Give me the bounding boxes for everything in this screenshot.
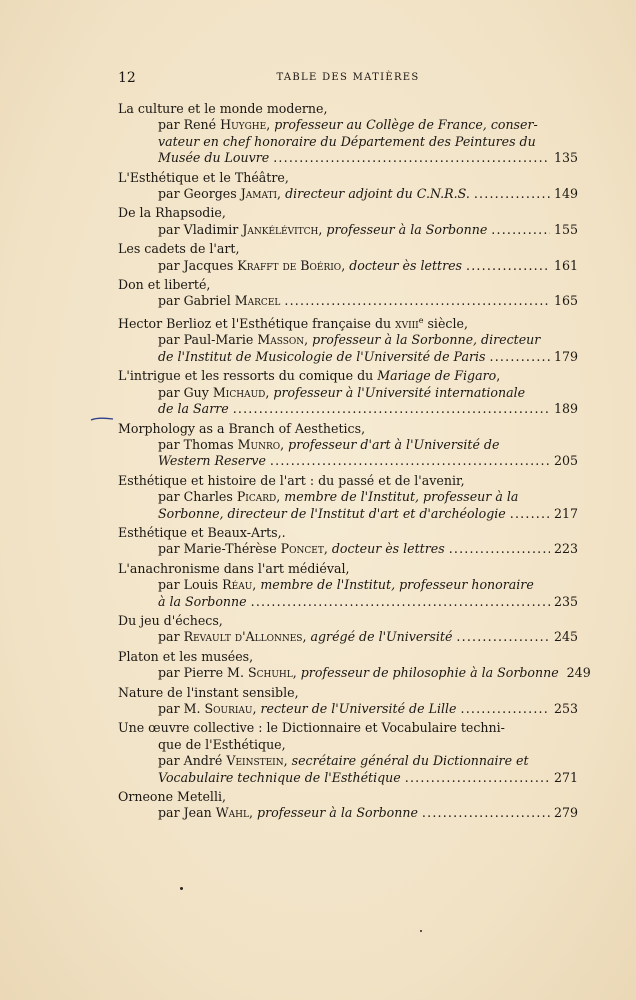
toc-entry-lastline — [118, 594, 578, 610]
toc-page-number: 245 — [553, 629, 578, 645]
toc-page-number: 271 — [553, 769, 578, 785]
toc-page-number: 223 — [553, 541, 578, 557]
toc-text-segment: Wahl — [215, 805, 249, 821]
toc-entry — [118, 241, 578, 274]
toc-entry-line — [118, 577, 578, 593]
toc-entry-byline — [158, 770, 401, 786]
dot-leader — [284, 293, 550, 309]
toc-entry-line — [118, 737, 578, 753]
toc-entry-lastline — [118, 186, 578, 202]
toc-entry-byline — [158, 150, 269, 166]
running-title: TABLE DES MATIÈRES — [276, 72, 420, 83]
toc-entry-title: Du jeu d'échecs, — [118, 612, 223, 628]
dot-leader — [491, 222, 550, 238]
toc-entry — [118, 205, 578, 238]
dot-leader — [460, 701, 549, 717]
toc-text-segment: professeur au Collège de France, conser- — [274, 117, 538, 133]
toc-text-segment: , — [276, 489, 285, 505]
table-of-contents — [118, 101, 591, 825]
toc-page-number: 235 — [553, 593, 578, 609]
toc-entry-lastline — [118, 701, 578, 717]
toc-text-segment: par Louis — [158, 577, 223, 593]
toc-entry-title: De la Rhapsodie, — [118, 205, 226, 221]
toc-text-segment: Munro — [237, 436, 281, 452]
toc-entry-title: Nature de l'instant sensible, — [118, 684, 299, 700]
toc-entry-title: L'anachronisme dans l'art médiéval, — [118, 560, 350, 576]
toc-entry-byline — [158, 222, 487, 238]
paper-speck — [420, 930, 422, 932]
page-number: 12 — [118, 70, 136, 86]
toc-text-segment: par Gabriel — [158, 293, 235, 309]
toc-text-segment: recteur de l'Université de Lille — [260, 701, 457, 716]
toc-page-number: 161 — [553, 257, 578, 273]
page-header — [118, 70, 578, 88]
toc-entry-byline — [158, 665, 559, 681]
toc-text-segment: , — [341, 257, 350, 273]
toc-text-segment: professeur à la Sorbonne — [326, 221, 488, 237]
paper-speck — [180, 887, 183, 890]
toc-text-segment: , — [318, 221, 327, 237]
toc-page-number: 179 — [553, 348, 578, 364]
toc-entry-title: L'intrigue et les ressorts du comique du Mariage de Figaro, — [118, 368, 501, 384]
toc-text-segment: Jamati — [240, 186, 278, 202]
toc-text-segment: par M. — [158, 701, 205, 716]
dot-leader — [490, 349, 550, 365]
toc-entry-line — [118, 489, 578, 505]
toc-entry — [118, 313, 578, 365]
toc-text-segment: vateur en chef honoraire du Département des Peintures du — [158, 133, 536, 149]
dot-leader — [270, 453, 550, 469]
toc-entry — [118, 473, 578, 522]
toc-entry — [118, 561, 578, 610]
toc-entry-byline — [158, 805, 418, 821]
toc-text-segment: , — [280, 436, 289, 452]
toc-text-segment: professeur d'art à l'Université de — [288, 436, 500, 452]
dot-leader — [273, 150, 550, 166]
toc-text-segment: à la Sorbonne — [158, 593, 247, 609]
toc-entry-byline — [158, 594, 247, 610]
toc-entry-lastline — [118, 349, 578, 365]
toc-text-segment: Souriau — [204, 701, 253, 716]
toc-text-segment: docteur ès lettres — [349, 257, 463, 273]
toc-entry-lastline — [118, 293, 578, 309]
toc-text-segment: par Vladimir — [158, 221, 243, 237]
toc-text-segment: , — [292, 665, 301, 681]
toc-page-number: 189 — [553, 401, 578, 417]
toc-entry-title: Une œuvre collective : le Dictionnaire et Vocabulaire techni- — [118, 720, 505, 736]
play-title: Mariage de Figaro — [377, 368, 497, 384]
toc-text-segment: par Paul-Marie — [158, 332, 258, 348]
toc-text-segment: membre de l'Institut, professeur à la — [284, 489, 519, 505]
toc-text-segment: secrétaire général du Dictionnaire et — [291, 753, 529, 769]
dot-leader — [466, 258, 550, 274]
toc-entry-lastline — [118, 629, 578, 645]
toc-entry — [118, 685, 578, 718]
toc-text-segment: Western Reserve — [158, 453, 266, 469]
toc-entry-lastline — [118, 541, 578, 557]
century-smallcaps: xviii — [395, 316, 419, 332]
toc-text-segment: par René — [158, 117, 221, 133]
toc-text-segment: Musée du Louvre — [158, 150, 270, 166]
toc-entry-lastline — [118, 665, 591, 681]
toc-entry-lastline — [118, 401, 578, 417]
toc-page-number: 253 — [553, 701, 578, 716]
toc-entry-lastline — [118, 770, 578, 786]
toc-text-segment: Michaud — [212, 384, 266, 400]
toc-text-segment: docteur ès lettres — [331, 541, 445, 557]
toc-entry-title: Orneone Metelli, — [118, 789, 227, 805]
toc-text-segment: Marcel — [234, 293, 281, 309]
toc-page-number: 149 — [553, 186, 578, 202]
toc-text-segment: professeur à l'Université internationale — [273, 384, 526, 400]
toc-entry-lastline — [118, 258, 578, 274]
toc-text-segment: , — [283, 753, 292, 769]
toc-entry-byline — [158, 349, 486, 365]
toc-text-segment: Jankélévitch — [242, 221, 319, 237]
toc-text-segment: , — [249, 805, 258, 821]
toc-text-segment: par — [158, 629, 184, 645]
toc-entry-title: L'Esthétique et le Théâtre, — [118, 169, 289, 185]
toc-text-segment: par Marie-Thérèse — [158, 541, 281, 557]
toc-entry-title: La culture et le monde moderne, — [118, 101, 328, 116]
toc-text-segment: Masson — [257, 332, 305, 348]
toc-text-segment: , — [304, 332, 313, 348]
toc-text-segment: , — [266, 117, 275, 133]
toc-entry-line — [118, 437, 578, 453]
toc-text-segment: professeur de philosophie à la Sorbonne — [300, 665, 559, 681]
toc-text-segment: par Pierre M. — [158, 665, 248, 681]
toc-entry-title: Esthétique et histoire de l'art : du passé et de l'avenir, — [118, 472, 465, 488]
toc-text-segment: par Georges — [158, 186, 241, 202]
toc-text-segment: Réau — [222, 577, 253, 593]
toc-text-segment: Veinstein — [226, 753, 284, 769]
toc-text-segment: par Guy — [158, 384, 213, 400]
toc-entry-title: Don et liberté, — [118, 277, 211, 293]
pen-mark — [90, 416, 114, 422]
dot-leader — [422, 805, 550, 821]
toc-entry-title: Esthétique et Beaux-Arts,. — [118, 524, 286, 540]
dot-leader — [449, 541, 550, 557]
toc-text-segment: Revault d'Allonnes — [183, 629, 303, 645]
toc-text-segment: , — [277, 186, 286, 202]
toc-text-segment: , — [252, 701, 261, 716]
toc-entry — [118, 277, 578, 310]
dot-leader — [233, 401, 550, 417]
toc-entry — [118, 613, 578, 646]
toc-entry-lastline — [118, 150, 578, 166]
toc-page-number: 135 — [553, 150, 578, 166]
toc-text-segment: de la Sarre — [158, 401, 229, 417]
toc-entry-line — [118, 134, 578, 150]
toc-entry-title: Morphology as a Branch of Aesthetics, — [118, 420, 366, 436]
toc-page-number: 217 — [553, 505, 578, 521]
toc-entry-lastline — [118, 805, 578, 821]
toc-text-segment: Poncet — [280, 541, 324, 557]
toc-text-segment: par Jacques — [158, 257, 238, 273]
dot-leader — [474, 186, 550, 202]
toc-entry-line — [118, 753, 578, 769]
toc-text-segment: professeur à la Sorbonne, directeur — [312, 332, 541, 348]
toc-page-number: 249 — [566, 665, 591, 681]
toc-entry-line — [118, 385, 578, 401]
toc-entry-byline — [158, 629, 452, 645]
toc-text-segment: Picard — [236, 489, 277, 505]
toc-entry — [118, 648, 591, 682]
toc-text-segment: de l'Institut de Musicologie de l'Université de Paris — [158, 348, 486, 364]
toc-entry-lastline — [118, 453, 578, 469]
toc-entry-byline — [158, 541, 445, 557]
toc-text-segment: , — [265, 384, 274, 400]
toc-entry-title: Hector Berlioz et l'Esthétique française du xviii$^e$ siècle, — [118, 315, 468, 332]
toc-page-number: 205 — [553, 453, 578, 469]
toc-text-segment: , — [323, 541, 332, 557]
toc-text-segment: par Charles — [158, 489, 237, 505]
toc-entry-title: Les cadets de l'art, — [118, 241, 240, 257]
toc-text-segment: par Thomas — [158, 436, 238, 452]
toc-entry-byline — [158, 453, 266, 469]
toc-text-segment: par Jean — [158, 805, 216, 821]
toc-entry-lastline — [118, 506, 578, 522]
toc-text-segment: directeur adjoint du C.N.R.S. — [285, 186, 470, 202]
toc-entry-line — [118, 117, 578, 133]
toc-text-segment: par André — [158, 753, 227, 769]
toc-entry — [118, 101, 578, 167]
toc-entry-line — [118, 332, 578, 348]
toc-text-segment: , — [302, 629, 311, 645]
toc-entry-title: Platon et les musées, — [118, 648, 254, 664]
dot-leader — [405, 770, 550, 786]
toc-text-segment: Huyghe — [220, 117, 267, 133]
toc-page-number: 155 — [553, 221, 578, 237]
toc-entry-byline — [158, 506, 506, 522]
toc-entry — [118, 368, 578, 417]
toc-entry-byline — [158, 701, 456, 717]
toc-entry — [118, 720, 578, 786]
toc-text-segment: , — [252, 577, 261, 593]
dot-leader — [510, 506, 550, 522]
toc-text-segment: professeur à la Sorbonne — [257, 805, 418, 821]
toc-text-segment: Vocabulaire technique de l'Esthétique — [158, 769, 401, 785]
toc-text-segment: membre de l'Institut, professeur honoraire — [260, 577, 534, 593]
dot-leader — [251, 594, 550, 610]
superscript: e — [418, 315, 424, 325]
toc-entry-byline — [158, 293, 280, 309]
toc-text-segment: Sorbonne, directeur de l'Institut d'art et d'archéologie — [158, 505, 506, 521]
toc-page-number: 279 — [553, 805, 578, 821]
toc-text-segment: agrégé de l'Université — [310, 629, 453, 645]
toc-entry-byline — [158, 186, 470, 202]
toc-entry-byline — [158, 401, 229, 417]
toc-text-segment: Schuhl — [247, 665, 293, 681]
toc-entry — [118, 421, 578, 470]
toc-entry-byline — [158, 258, 462, 274]
toc-text-segment: Krafft de Boério — [237, 257, 342, 273]
toc-text-segment: que de l'Esthétique, — [158, 736, 286, 752]
toc-entry — [118, 789, 578, 822]
toc-entry — [118, 525, 578, 558]
toc-entry-lastline — [118, 222, 578, 238]
toc-entry — [118, 170, 578, 203]
toc-page-number: 165 — [553, 293, 578, 309]
dot-leader — [456, 629, 550, 645]
